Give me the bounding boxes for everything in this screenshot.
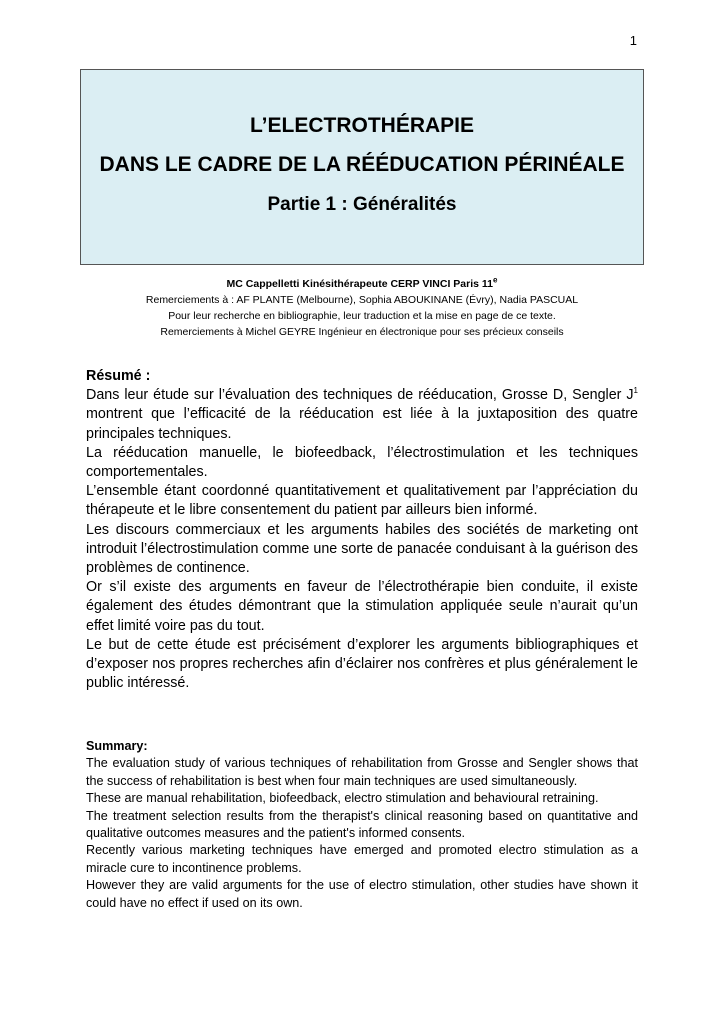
title-line-2: DANS LE CADRE DE LA RÉÉDUCATION PÉRINÉALE xyxy=(99,153,625,176)
resume-paragraph-5: Or s’il existe des arguments en faveur de l’électrothérapie bien conduite, il existe également des études démontrant que la stimulation appliquée seule n’aurait qu’un effet limité voire pas du tout. xyxy=(86,579,638,634)
resume-paragraph-6: Le but de cette étude est précisément d’explorer les arguments bibliographiques et d’exposer nos propres recherches afin d’éclairer nos confrères et plus généralement le public intéressé. xyxy=(86,636,638,692)
author-superscript: e xyxy=(493,275,498,285)
resume-heading: Résumé : xyxy=(86,368,151,384)
title-line-3: Partie 1 : Généralités xyxy=(267,194,457,215)
resume-paragraph-2: La rééducation manuelle, le biofeedback, l’électrostimulation et les techniques comportementales. xyxy=(86,444,638,481)
summary-paragraph-1: The evaluation study of various techniques of rehabilitation from Grosse and Sengler shows that the success of rehabilitation is best when four main techniques are used simultaneously. xyxy=(86,756,638,788)
resume-p1-text-end: montrent que l’efficacité de la rééducation est liée à la juxtaposition des quatre principales techniques. xyxy=(86,406,638,442)
credits xyxy=(80,276,644,340)
summary-paragraph-2: These are manual rehabilitation, biofeedback, electro stimulation and behavioural retraining. xyxy=(86,791,599,806)
footnote-ref-1[interactable]: 1 xyxy=(633,386,638,396)
resume-paragraph-1 xyxy=(86,386,638,444)
summary-paragraph-4: Recently various marketing techniques have emerged and promoted electro stimulation as a miracle cure to incontinence problems. xyxy=(86,843,638,875)
summary-paragraph-5: However they are valid arguments for the use of electro stimulation, other studies have shown it could have no effect if used on its own. xyxy=(86,878,638,910)
title-box xyxy=(80,69,644,265)
resume-p1-text: Dans leur étude sur l’évaluation des techniques de rééducation, Grosse D, Sengler J xyxy=(86,387,634,404)
title-line-1: L’ELECTROTHÉRAPIE xyxy=(249,114,475,137)
thanks-line-1: Remerciements à : AF PLANTE (Melbourne), Sophia ABOUKINANE (Évry), Nadia PASCUAL xyxy=(145,294,579,306)
summary-heading: Summary: xyxy=(86,739,148,753)
author-name: MC Cappelletti Kinésithérapeute CERP VINCI Paris 11 xyxy=(226,278,493,290)
summary-section xyxy=(86,738,638,912)
resume-paragraph-4: Les discours commerciaux et les arguments habiles des sociétés de marketing ont introduit l’électrostimulation comme une sorte de panacée conduisant à la guérison des problèmes de continence. xyxy=(86,521,638,577)
resume-paragraph-3: L’ensemble étant coordonné quantitativement et qualitativement par l’appréciation du thérapeute et le libre consentement du patient par ailleurs bien informé. xyxy=(86,483,638,519)
thanks-line-3: Remerciements à Michel GEYRE Ingénieur en électronique pour ses précieux conseils xyxy=(160,326,564,338)
summary-paragraph-3: The treatment selection results from the therapist's clinical reasoning based on quantitative and qualitative outcomes measures and the patient's informed consents. xyxy=(86,808,638,841)
thanks-line-2: Pour leur recherche en bibliographie, leur traduction et la mise en page de ce texte. xyxy=(168,310,556,322)
resume-section xyxy=(86,367,638,693)
author-line xyxy=(80,276,644,292)
page-number: 1 xyxy=(629,33,637,48)
